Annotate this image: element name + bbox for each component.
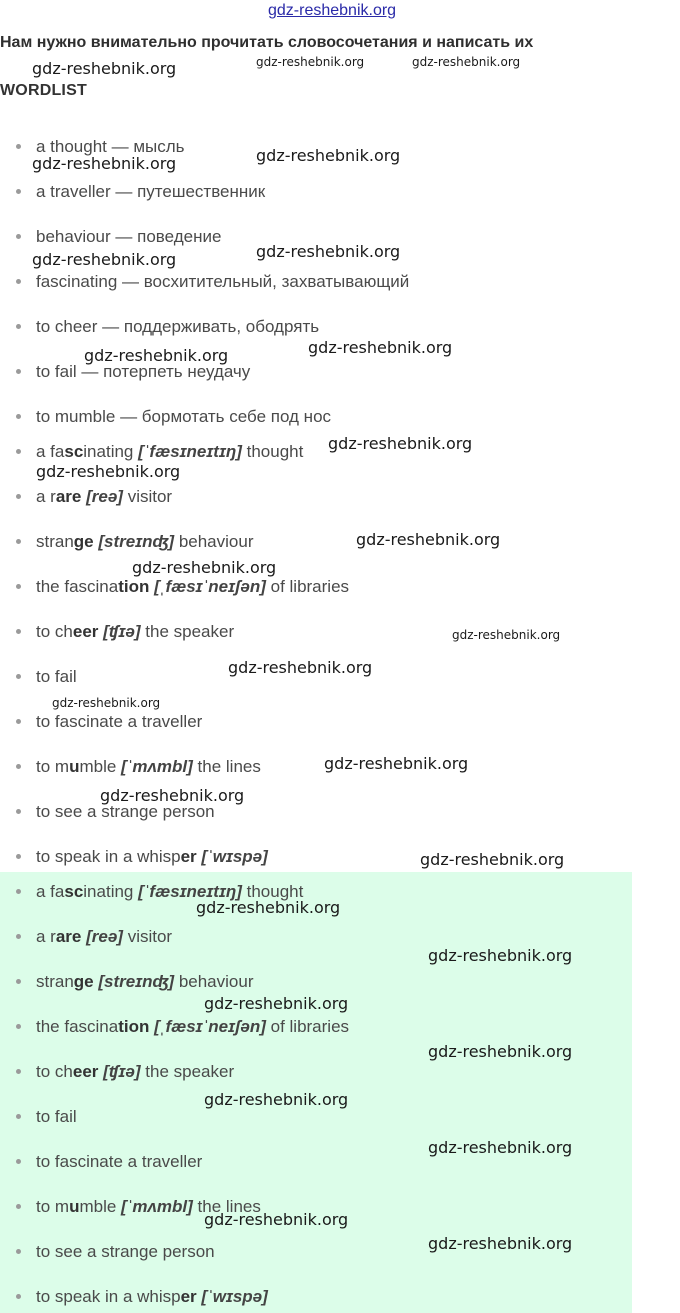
transcription: [ʧɪə] bbox=[103, 622, 141, 641]
wordlist-item bbox=[16, 316, 319, 338]
phrase-text: behaviour bbox=[174, 972, 254, 991]
phrase-text: eer bbox=[72, 1062, 99, 1081]
bullet-icon bbox=[16, 1159, 21, 1164]
phrase-text: are bbox=[55, 927, 82, 946]
phrase-text: of libraries bbox=[265, 577, 350, 596]
wordlist-text: to cheer — поддерживать, ободрять bbox=[36, 317, 320, 336]
wordlist-text: a thought — мысль bbox=[36, 137, 185, 156]
transcription: [ˈmʌmbl] bbox=[121, 757, 193, 776]
watermark-text: gdz-reshebnik.org bbox=[32, 250, 177, 269]
phrase-item bbox=[16, 711, 202, 733]
phrase-text: the speaker bbox=[140, 622, 235, 641]
phrase-text: er bbox=[180, 1287, 197, 1306]
phrase-text: a fa bbox=[36, 882, 65, 901]
phrase-text: ge bbox=[73, 972, 94, 991]
phrase-text: inating bbox=[83, 442, 139, 461]
phrase-text: the lines bbox=[192, 757, 261, 776]
transcription: [ˈwɪspə] bbox=[201, 847, 268, 866]
phrase-text: tion bbox=[118, 577, 150, 596]
phrase-text: ge bbox=[73, 532, 94, 551]
phrase-text: u bbox=[69, 1197, 80, 1216]
phrase-text: stran bbox=[36, 532, 74, 551]
watermark-text: gdz-reshebnik.org bbox=[428, 1138, 573, 1157]
watermark-text: gdz-reshebnik.org bbox=[32, 59, 177, 78]
watermark-text: gdz-reshebnik.org bbox=[204, 1210, 349, 1229]
bullet-icon bbox=[16, 674, 21, 679]
watermark-text: gdz-reshebnik.org bbox=[256, 242, 401, 261]
answer-phrase-item bbox=[16, 1241, 215, 1263]
phrase-text: tion bbox=[118, 1017, 150, 1036]
transcription: [ˈmʌmbl] bbox=[121, 1197, 193, 1216]
watermark-text: gdz-reshebnik.org bbox=[204, 994, 349, 1013]
phrase-text: a r bbox=[36, 927, 56, 946]
watermark-text: gdz-reshebnik.org bbox=[196, 898, 341, 917]
bullet-icon bbox=[16, 1069, 21, 1074]
transcription: [ˌfæsɪˈneɪʃən] bbox=[154, 1017, 266, 1036]
bullet-icon bbox=[16, 414, 21, 419]
phrase-item bbox=[16, 576, 349, 598]
transcription: [ʧɪə] bbox=[103, 1062, 141, 1081]
phrase-text: visitor bbox=[122, 487, 173, 506]
bullet-icon bbox=[16, 144, 21, 149]
bullet-icon bbox=[16, 1294, 21, 1299]
watermark-text: gdz-reshebnik.org bbox=[428, 1042, 573, 1061]
phrase-item bbox=[16, 846, 268, 868]
bullet-icon bbox=[16, 889, 21, 894]
phrase-item bbox=[16, 486, 172, 508]
bullet-icon bbox=[16, 809, 21, 814]
bullet-icon bbox=[16, 1204, 21, 1209]
phrase-text: to ch bbox=[36, 1062, 73, 1081]
bullet-icon bbox=[16, 369, 21, 374]
phrase-text: behaviour bbox=[174, 532, 254, 551]
phrase-text: inating bbox=[83, 882, 139, 901]
phrase-text: eer bbox=[72, 622, 99, 641]
phrase-text: thought bbox=[241, 442, 304, 461]
phrase-text: the fascina bbox=[36, 1017, 119, 1036]
bullet-icon bbox=[16, 979, 21, 984]
phrase-text: to fail bbox=[36, 1107, 77, 1126]
wordlist-text: a traveller — путешественник bbox=[36, 182, 266, 201]
watermark-text: gdz-reshebnik.org bbox=[36, 462, 181, 481]
phrase-text: mble bbox=[79, 1197, 122, 1216]
phrase-text: the lines bbox=[192, 1197, 261, 1216]
phrase-text: a r bbox=[36, 487, 56, 506]
phrase-text: er bbox=[180, 847, 197, 866]
watermark-text: gdz-reshebnik.org bbox=[132, 558, 277, 577]
phrase-text: to m bbox=[36, 757, 70, 776]
watermark-text: gdz-reshebnik.org bbox=[228, 658, 373, 677]
answer-phrase-item bbox=[16, 1151, 202, 1173]
bullet-icon bbox=[16, 854, 21, 859]
bullet-icon bbox=[16, 189, 21, 194]
bullet-icon bbox=[16, 449, 21, 454]
transcription: [reə] bbox=[86, 927, 123, 946]
watermark-text: gdz-reshebnik.org bbox=[356, 530, 501, 549]
site-link[interactable]: gdz-reshebnik.org bbox=[268, 2, 397, 19]
answer-phrase-item bbox=[16, 926, 172, 948]
phrase-text: of libraries bbox=[265, 1017, 350, 1036]
phrase-text: u bbox=[69, 757, 80, 776]
watermark-text: gdz-reshebnik.org bbox=[100, 786, 245, 805]
phrase-text: sc bbox=[64, 882, 84, 901]
phrase-text: to see a strange person bbox=[36, 1242, 215, 1261]
watermark-text: gdz-reshebnik.org bbox=[256, 146, 401, 165]
answer-phrase-item bbox=[16, 971, 253, 993]
bullet-icon bbox=[16, 764, 21, 769]
transcription: [ˈwɪspə] bbox=[201, 1287, 268, 1306]
answer-phrase-item bbox=[16, 1106, 77, 1128]
bullet-icon bbox=[16, 279, 21, 284]
phrase-text: visitor bbox=[122, 927, 173, 946]
transcription: [streɪnʤ] bbox=[98, 972, 175, 991]
phrase-text: to fail bbox=[36, 667, 77, 686]
answer-phrase-item bbox=[16, 1016, 349, 1038]
wordlist-item bbox=[16, 271, 409, 293]
watermark-text: gdz-reshebnik.org bbox=[452, 628, 561, 642]
wordlist-item bbox=[16, 181, 265, 203]
watermark-text: gdz-reshebnik.org bbox=[420, 850, 565, 869]
watermark-text: gdz-reshebnik.org bbox=[428, 1234, 573, 1253]
watermark-text: gdz-reshebnik.org bbox=[52, 696, 161, 710]
transcription: [ˌfæsɪˈneɪʃən] bbox=[154, 577, 266, 596]
bullet-icon bbox=[16, 584, 21, 589]
bullet-icon bbox=[16, 1249, 21, 1254]
bullet-icon bbox=[16, 324, 21, 329]
wordlist-text: to mumble — бормотать себе под нос bbox=[36, 407, 332, 426]
watermark-text: gdz-reshebnik.org bbox=[308, 338, 453, 357]
bullet-icon bbox=[16, 539, 21, 544]
phrase-text: the fascina bbox=[36, 577, 119, 596]
bullet-icon bbox=[16, 234, 21, 239]
watermark-text: gdz-reshebnik.org bbox=[428, 946, 573, 965]
phrase-text: to fascinate a traveller bbox=[36, 1152, 203, 1171]
phrase-text: a fa bbox=[36, 442, 65, 461]
transcription: [ˈfæsɪneɪtɪŋ] bbox=[138, 882, 242, 901]
phrase-item bbox=[16, 441, 303, 463]
watermark-text: gdz-reshebnik.org bbox=[412, 55, 521, 69]
bullet-icon bbox=[16, 1024, 21, 1029]
watermark-text: gdz-reshebnik.org bbox=[256, 55, 365, 69]
bullet-icon bbox=[16, 494, 21, 499]
phrase-text: mble bbox=[79, 757, 122, 776]
watermark-text: gdz-reshebnik.org bbox=[32, 154, 177, 173]
bullet-icon bbox=[16, 934, 21, 939]
bullet-icon bbox=[16, 629, 21, 634]
phrase-text: to fascinate a traveller bbox=[36, 712, 203, 731]
phrase-text: the speaker bbox=[140, 1062, 235, 1081]
wordlist-text: fascinating — восхитительный, захватывающий bbox=[36, 272, 410, 291]
transcription: [streɪnʤ] bbox=[98, 532, 175, 551]
phrase-text: thought bbox=[241, 882, 304, 901]
bullet-icon bbox=[16, 1114, 21, 1119]
transcription: [reə] bbox=[86, 487, 123, 506]
phrase-text: to speak in a whisp bbox=[36, 1287, 181, 1306]
wordlist-text: to fail — потерпеть неудачу bbox=[36, 362, 251, 381]
phrase-text: stran bbox=[36, 972, 74, 991]
task-instruction: Нам нужно внимательно прочитать словосочетания и написать их bbox=[0, 34, 534, 51]
phrase-text: to m bbox=[36, 1197, 70, 1216]
watermark-text: gdz-reshebnik.org bbox=[84, 346, 229, 365]
phrase-text: sc bbox=[64, 442, 84, 461]
answer-phrase-item bbox=[16, 1061, 234, 1083]
wordlist-item bbox=[16, 226, 221, 248]
wordlist-heading: WORDLIST bbox=[0, 82, 87, 99]
phrase-item bbox=[16, 531, 253, 553]
watermark-text: gdz-reshebnik.org bbox=[324, 754, 469, 773]
transcription: [ˈfæsɪneɪtɪŋ] bbox=[138, 442, 242, 461]
phrase-text: to ch bbox=[36, 622, 73, 641]
watermark-text: gdz-reshebnik.org bbox=[204, 1090, 349, 1109]
watermark-text: gdz-reshebnik.org bbox=[328, 434, 473, 453]
wordlist-item bbox=[16, 406, 331, 428]
phrase-text: to see a strange person bbox=[36, 802, 215, 821]
phrase-text: to speak in a whisp bbox=[36, 847, 181, 866]
wordlist-text: behaviour — поведение bbox=[36, 227, 222, 246]
phrase-item bbox=[16, 621, 234, 643]
phrase-text: are bbox=[55, 487, 82, 506]
phrase-item bbox=[16, 756, 261, 778]
answer-phrase-item bbox=[16, 1286, 268, 1308]
bullet-icon bbox=[16, 719, 21, 724]
phrase-item bbox=[16, 666, 77, 688]
